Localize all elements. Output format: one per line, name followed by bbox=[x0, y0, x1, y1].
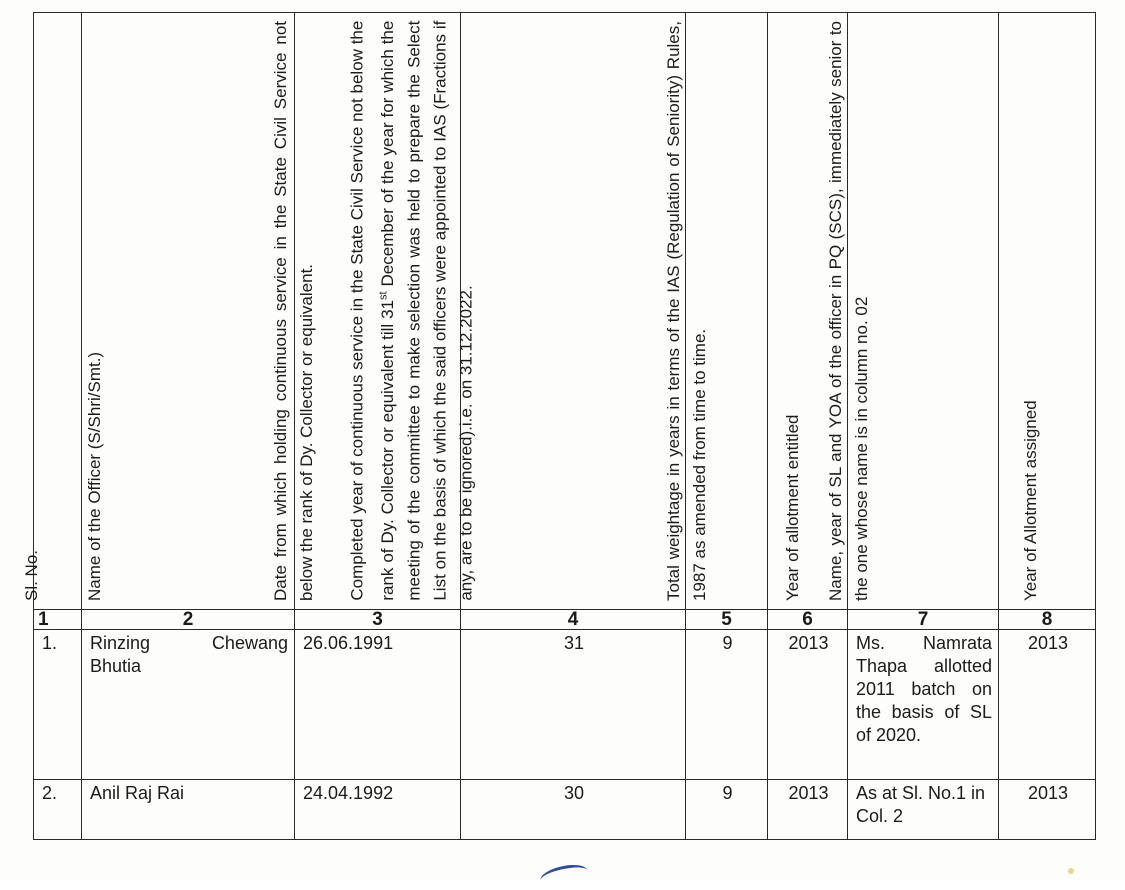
weightage-cell: 9 bbox=[686, 780, 768, 840]
column-number: 1 bbox=[34, 610, 82, 630]
header-yoa-entitled: Year of allotment entitled bbox=[768, 13, 848, 610]
header-officer-name: Name of the Officer (S/Shri/Smt.) bbox=[82, 13, 295, 610]
senior-officer-cell: Ms. Namrata Thapa allotted 2011 batch on the basis of SL of 2020. bbox=[848, 630, 999, 780]
officer-name-cell: Anil Raj Rai bbox=[82, 780, 295, 840]
column-number-row bbox=[34, 610, 1096, 630]
yoa-assigned-cell: 2013 bbox=[999, 780, 1096, 840]
service-date-cell: 26.06.1991 bbox=[295, 630, 461, 780]
weightage-cell: 9 bbox=[686, 630, 768, 780]
column-number: 8 bbox=[999, 610, 1096, 630]
column-number: 5 bbox=[686, 610, 768, 630]
column-number: 2 bbox=[82, 610, 295, 630]
column-number: 7 bbox=[848, 610, 999, 630]
table-row bbox=[34, 630, 1096, 780]
officer-last-name: Bhutia bbox=[90, 656, 142, 676]
yoa-assigned-cell: 2013 bbox=[999, 630, 1096, 780]
sl-no-cell: 1. bbox=[34, 630, 82, 780]
column-number: 6 bbox=[768, 610, 848, 630]
header-completed-years-text: Completed year of continuous service in the State Civil Service not below the rank of Dy. Collector or equivalent till 31st December of the year for which the meeting of the committee to make selection was held to prepare the Select List on the basis of which the said officers were appointed to IAS (Fractions if any, are to be ignored).i.e. on 31.12.2022. bbox=[347, 21, 475, 601]
header-row bbox=[34, 13, 1096, 610]
header-service-date-text: Date from which holding continuous service in the State Civil Service not below the rank of Dy. Collector or equivalent. bbox=[270, 21, 316, 601]
senior-officer-cell: As at Sl. No.1 in Col. 2 bbox=[848, 780, 999, 840]
header-sl-no: Sl. No. bbox=[34, 13, 82, 610]
column-number: 4 bbox=[461, 610, 686, 630]
officer-first-name: Rinzing bbox=[90, 633, 151, 653]
completed-years-cell: 30 bbox=[461, 780, 686, 840]
allotment-table bbox=[21, 12, 1096, 840]
header-completed-years bbox=[347, 13, 686, 610]
completed-years-cell: 31 bbox=[461, 630, 686, 780]
yoa-entitled-cell: 2013 bbox=[768, 780, 848, 840]
service-date-cell: 24.04.1992 bbox=[295, 780, 461, 840]
header-total-weightage: Total weightage in years in terms of the IAS (Regulation of Seniority) Rules, 1987 as amended from time to time. bbox=[686, 13, 768, 610]
yoa-entitled-cell: 2013 bbox=[768, 630, 848, 780]
header-yoa-assigned: Year of Allotment assigned bbox=[999, 13, 1096, 610]
stain-mark-icon bbox=[1068, 868, 1074, 874]
column-number: 3 bbox=[295, 610, 461, 630]
officer-middle-name: Chewang bbox=[211, 633, 288, 653]
officer-name-cell bbox=[82, 630, 295, 780]
table-row bbox=[34, 780, 1096, 840]
sl-no-cell: 2. bbox=[34, 780, 82, 840]
pen-mark-icon bbox=[539, 861, 590, 890]
header-senior-officer: Name, year of SL and YOA of the officer in PQ (SCS), immediately senior to the one whose name is in column no. 02 bbox=[848, 13, 999, 610]
